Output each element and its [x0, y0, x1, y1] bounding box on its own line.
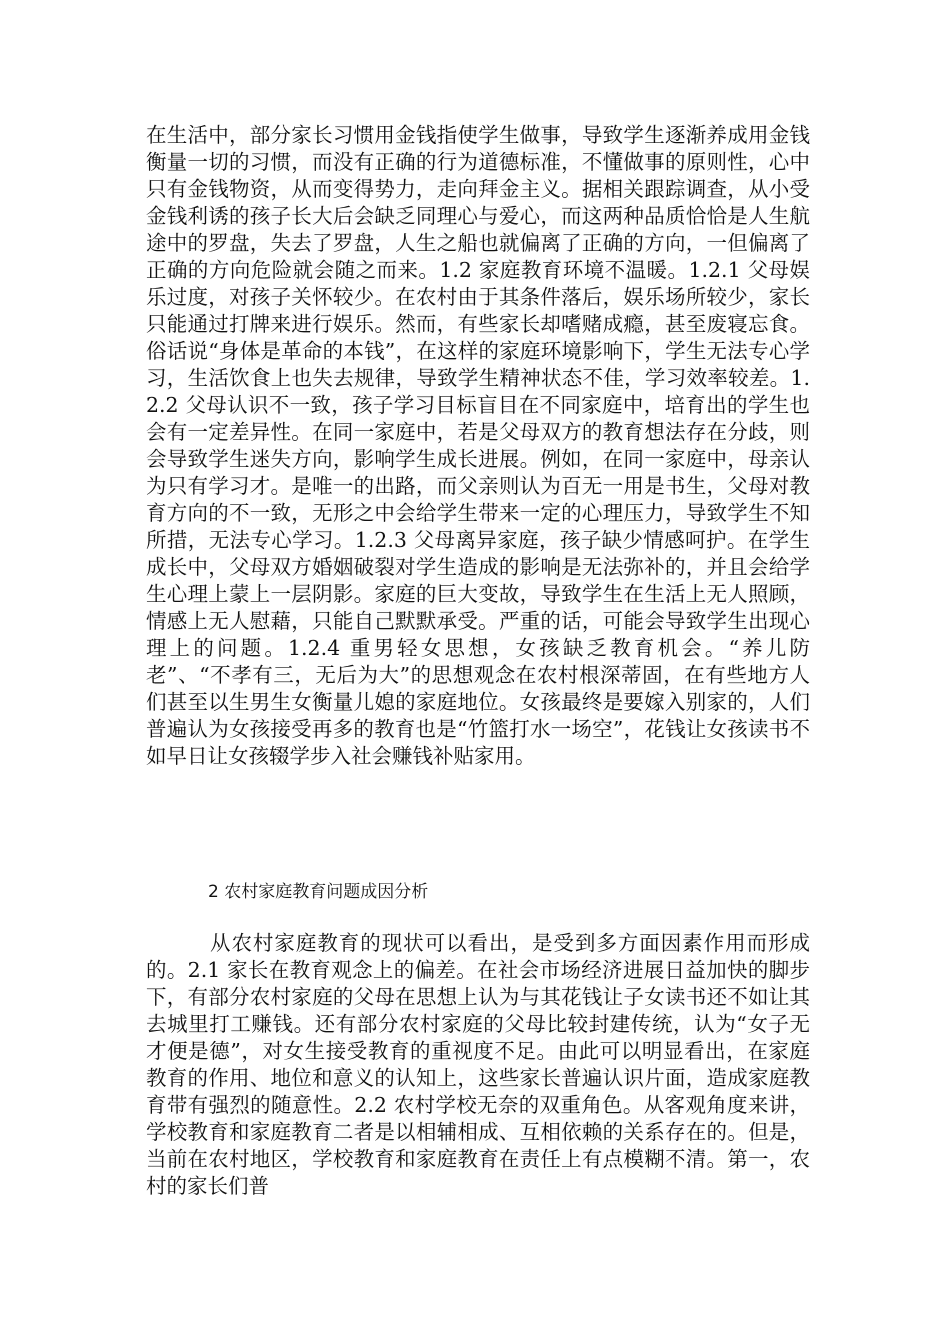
body-paragraph-2: 从农村家庭教育的现状可以看出，是受到多方面因素作用而形成的。2.1 家长在教育观念上的偏差。在社会市场经济进展日益加快的脚步下，有部分农村家庭的父母在思想上认为与其花钱让子女读书还不如让其去城里打工赚钱。还有部分农村家庭的父母比较封建传统，认为“女子无才便是德”，对女生接受教育的重视度不足。由此可以明显看出，在家庭教育的作用、地位和意义的认知上，这些家长普遍认识片面，造成家庭教育带有强烈的随意性。2.2 农村学校无奈的双重角色。从客观角度来讲，学校教育和家庭教育二者是以相辅相成、互相依赖的关系存在的。但是，当前在农村地区，学校教育和家庭教育在责任上有点模糊不清。第一，农村的家长们普 [146, 931, 810, 1198]
body-paragraph-1: 在生活中，部分家长习惯用金钱指使学生做事，导致学生逐渐养成用金钱衡量一切的习惯，而没有正确的行为道德标准，不懂做事的原则性，心中只有金钱物资，从而变得势力，走向拜金主义。据相关跟踪调查，从小受金钱利诱的孩子长大后会缺乏同理心与爱心，而这两种品质恰恰是人生航途中的罗盘，失去了罗盘，人生之船也就偏离了正确的方向，一但偏离了正确的方向危险就会随之而来。1.2 家庭教育环境不温暖。1.2.1 父母娱乐过度，对孩子关怀较少。在农村由于其条件落后，娱乐场所较少，家长只能通过打牌来进行娱乐。然而，有些家长却嗜赌成瘾，甚至废寝忘食。俗话说“身体是革命的本钱”，在这样的家庭环境影响下，学生无法专心学习，生活饮食上也失去规律，导致学生精神状态不佳，学习效率较差。1.2.2 父母认识不一致，孩子学习目标盲目在不同家庭中，培育出的学生也会有一定差异性。在同一家庭中，若是父母双方的教育想法存在分歧，则会导致学生迷失方向，影响学生成长进展。例如，在同一家庭中，母亲认为只有学习才。是唯一的出路，而父亲则认为百无一用是书生，父母对教育方向的不一致，无形之中会给学生带来一定的心理压力，导致学生不知所措，无法专心学习。1.2.3 父母离异家庭，孩子缺少情感呵护。在学生成长中，父母双方婚姻破裂对学生造成的影响是无法弥补的，并且会给学生心理上蒙上一层阴影。家庭的巨大变故，导致学生在生活上无人照顾，情感上无人慰藉，只能自己默默承受。严重的话，可能会导致学生出现心理上的问题。1.2.4 重男轻女思想，女孩缺乏教育机会。“养儿防老”、“不孝有三，无后为大”的思想观念在农村根深蒂固，在有些地方人们甚至以生男生女衡量儿媳的家庭地位。女孩最终是要嫁入别家的，人们普遍认为女孩接受再多的教育也是“竹篮打水一场空”，花钱让女孩读书不如早日让女孩辍学步入社会赚钱补贴家用。 [146, 123, 810, 768]
section-heading-2: 2 农村家庭教育问题成因分析 [208, 882, 429, 902]
